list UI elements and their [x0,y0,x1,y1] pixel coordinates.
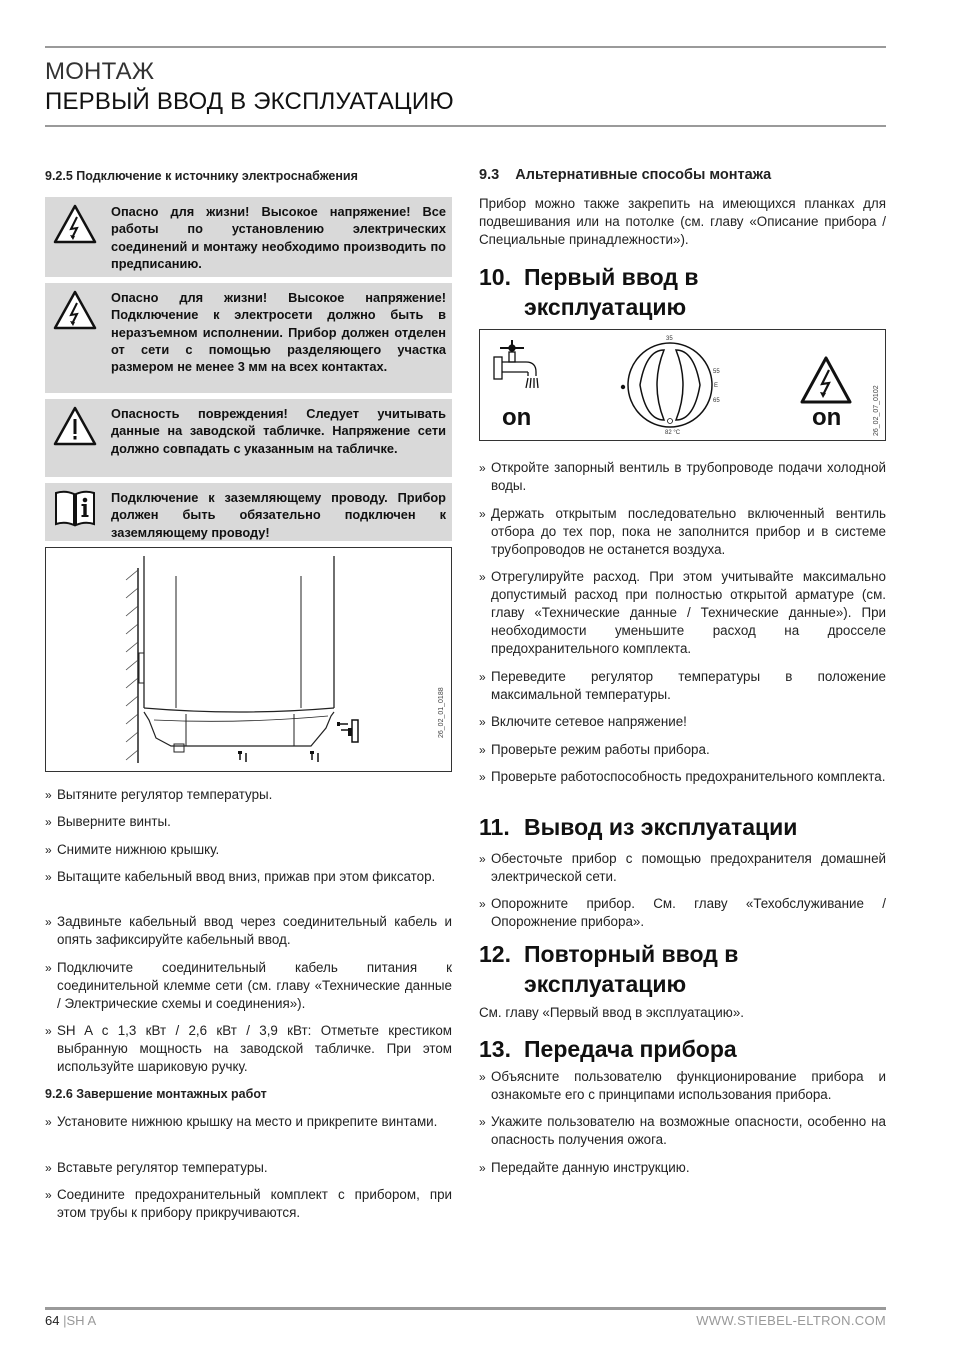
dial-label: E [714,383,719,389]
list-item: » Отрегулируйте расход. При этом учитывайте максимально допустимый расход при полностью открытой арматуре (см. главу «Технические данные / Технические данные»). При необходимости уменьшите расход на дросселе предохранительного комплекта. [479,569,886,656]
list-item: » Обесточьте прибор с помощью предохранителя домашней электрической сети. [479,851,886,884]
faucet-icon [494,340,538,388]
heading-10: 10. Первый ввод в эксплуатацию [479,264,699,320]
high-voltage-icon [53,289,97,331]
list-item: » Вытащите кабельный ввод вниз, прижав при этом фиксатор. [45,869,436,884]
temperature-dial [628,343,712,427]
page-number: 64 [45,1313,60,1328]
figure-code: 26_02_07_0102 [873,385,880,436]
info-box [45,483,452,541]
subsection-9-2-6: 9.2.6 Завершение монтажных работ [45,1087,267,1101]
list-item: » Объясните пользователю функционирование прибора и ознакомьте его с принципами использования прибора. [479,1069,886,1102]
list-item: » Проверьте режим работы прибора. [479,742,710,757]
list-item: » Включите сетевое напряжение! [479,714,687,729]
chapter-title: МОНТАЖ [45,58,155,85]
warning-text: Опасно для жизни! Высокое напряжение! Все работы по установлению электрических соединений и монтажу необходимо производить по предписанию. [111,204,446,271]
website-url[interactable]: WWW.STIEBEL-ELTRON.COM [696,1313,886,1328]
list-item: » Задвиньте кабельный ввод через соединительный кабель и опять зафиксируйте кабельный ввод. [45,914,452,947]
heading-11: 11. Вывод из эксплуатации [479,814,798,840]
list-item: » Вставьте регулятор температуры. [45,1160,268,1175]
bottom-cover-drawing [46,548,451,771]
list-item: » Опорожните прибор. См. главу «Техобслуживание / Опорожнение прибора». [479,896,886,929]
subsection-9-3: 9.3 Альтернативные способы монтажа [479,167,772,183]
page-footer-left [45,1313,96,1328]
on-label: on [812,404,842,431]
warning-box [45,197,452,277]
info-book-icon [53,487,97,529]
figure-code: 26_02_01_0188 [438,687,445,738]
info-text: Подключение к заземляющему проводу. Прибор должен быть обязательно подключен к заземляющему проводу! [111,490,446,540]
list-item: » Снимите нижнюю крышку. [45,842,220,857]
footer-rule [45,1307,886,1310]
list-item: » Установите нижнюю крышку на место и прикрепите винтами. [45,1114,438,1129]
paragraph: Прибор можно также закрепить на имеющихся планках для подвешивания или на потолке (см. главу «Описание прибора / Специальные принадлежности»). [479,196,886,247]
dial-label: 55 [713,369,720,375]
high-voltage-icon [53,203,97,245]
warning-text: Опасно для жизни! Высокое напряжение! Подключение к электросети должно быть в неразъемном исполнении. Прибор должен отделен от сети с помощью разделяющего участка размером не менее 3 мм на всех контактах. [111,290,446,375]
startup-figure [479,329,886,441]
warning-icon [53,405,97,447]
list-item: » Держать открытым последовательно включенный вентиль отбора до тех пор, пока не заполнится прибор и в системе трубопроводов не останется воздуха. [479,506,886,557]
model-name: SH A [66,1313,97,1328]
list-item: » Подключите соединительный кабель питания к соединительной клемме сети (см. главу «Технические данные / Электрические схемы и соединения»). [45,960,452,1011]
list-item: » Укажите пользователю на возможные опасности, особенно на опасность получения ожога. [479,1114,886,1147]
dial-label: 82 °C [665,430,681,436]
section-title: ПЕРВЫЙ ВВОД В ЭКСПЛУАТАЦИЮ [45,88,454,115]
list-item: » Вытяните регулятор температуры. [45,787,273,802]
dial-label: 65 [713,398,720,404]
list-item: » SH A с 1,3 кВт / 2,6 кВт / 3,9 кВт: Отметьте крестиком выбранную мощность на заводской табличке. При этом используйте шариковую ручку. [45,1023,452,1074]
high-voltage-icon [802,358,850,402]
list-item: » Выверните винты. [45,814,171,829]
warning-box [45,399,452,477]
warning-box [45,283,452,393]
paragraph: См. главу «Первый ввод в эксплуатацию». [479,1005,744,1020]
subsection-9-2-5: 9.2.5 Подключение к источнику электроснабжения [45,169,358,183]
list-item: » Откройте запорный вентиль в трубопроводе подачи холодной воды. [479,460,886,493]
dial-label: 35 [666,336,673,342]
list-item: » Проверьте работоспособность предохранительного комплекта. [479,769,886,784]
heading-12: 12. Повторный ввод в эксплуатацию [479,941,739,997]
top-rule [45,46,886,48]
list-item: » Передайте данную инструкцию. [479,1160,690,1175]
installation-figure [45,547,452,772]
heading-13: 13. Передача прибора [479,1036,737,1062]
list-item: » Соедините предохранительный комплект с прибором, при этом трубы к прибору прикручиваются. [45,1187,452,1220]
warning-text: Опасность повреждения! Следует учитывать данные на заводской табличке. Напряжение сети должно совпадать с указанным на табличке. [111,406,446,456]
list-item: » Переведите регулятор температуры в положение максимальной температуры. [479,669,886,702]
header-rule [45,125,886,127]
on-label: on [502,404,532,431]
footer-separator: | [63,1313,67,1328]
